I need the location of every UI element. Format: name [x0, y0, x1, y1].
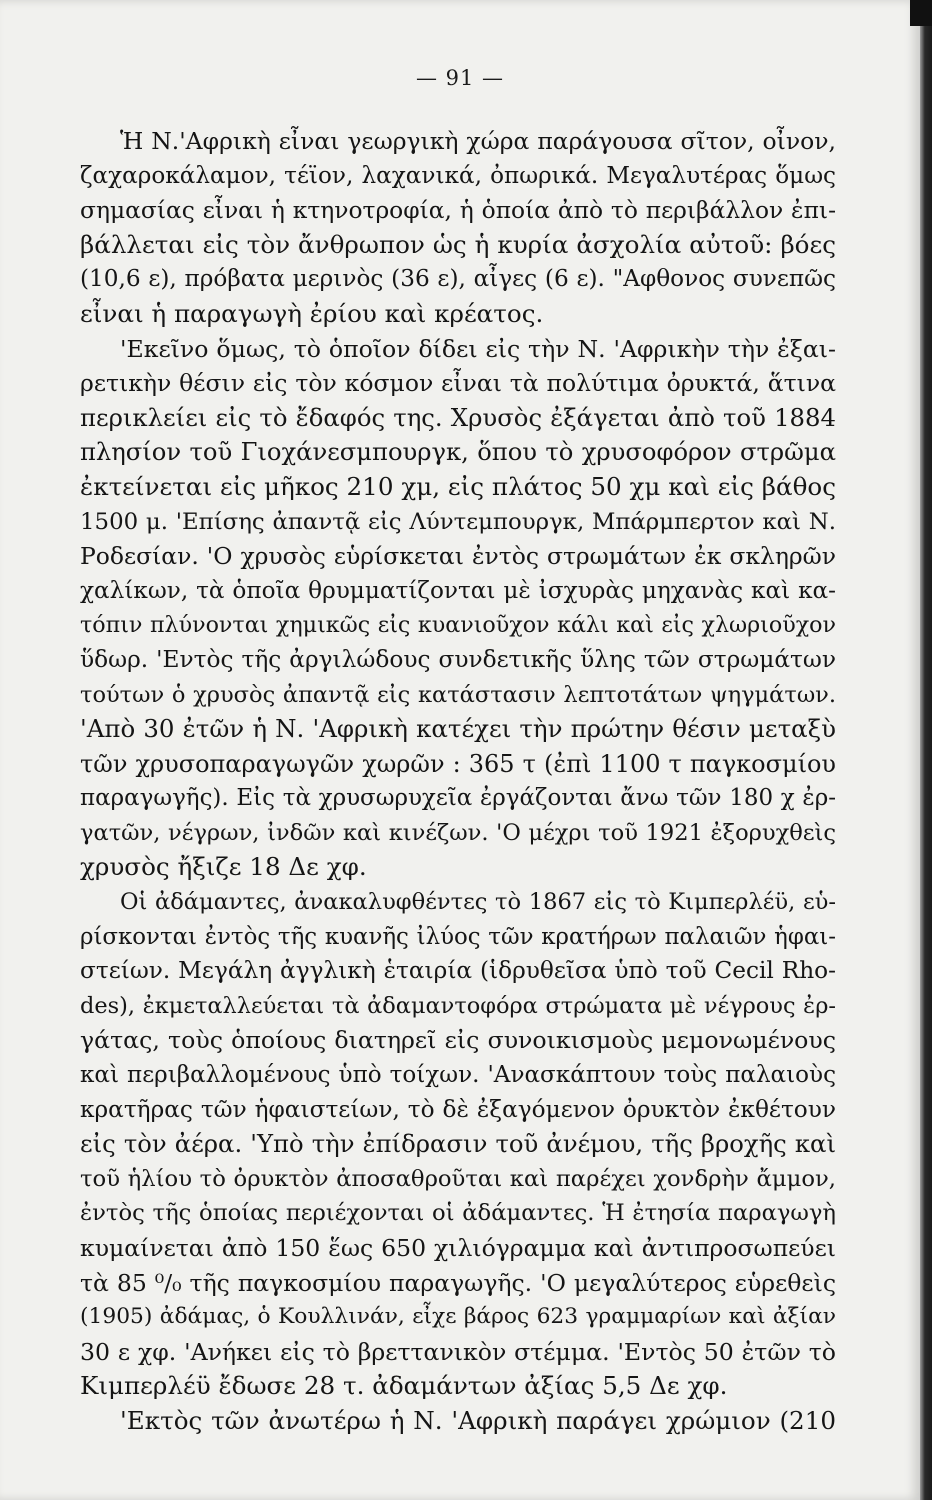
text-line: ρετικὴν θέσιν εἰς τὸν κόσμον εἶναι τὰ πολύτιμα ὀρυκτά, ἅτινα: [80, 369, 836, 398]
text-line: γάτας, τοὺς ὁποίους διατηρεῖ εἰς συνοικισμοὺς μεμονωμένους: [80, 1026, 836, 1055]
text-line: 'Εκεῖνο ὅμως, τὸ ὁποῖον δίδει εἰς τὴν Ν. 'Αφρικὴν τὴν ἐξαι-: [120, 334, 836, 363]
text-line: εἰς τὸν ἀέρα. 'Υπὸ τὴν ἐπίδρασιν τοῦ ἀνέμου, τῆς βροχῆς καὶ: [80, 1129, 836, 1159]
text-line: στείων. Μεγάλη ἀγγλικὴ ἑταιρία (ἱδρυθεῖσα ὑπὸ τοῦ Cecil Rho-: [80, 957, 836, 985]
text-line: (1905) ἀδάμας, ὁ Κουλλινάν, εἶχε βάρος 623 γραμμαρίων καὶ ἀξίαν: [80, 1304, 836, 1330]
text-line: κυμαίνεται ἀπὸ 150 ἕως 650 χιλιόγραμμα καὶ ἀντιπροσωπεύει: [80, 1234, 836, 1262]
text-line: σημασίας εἶναι ἡ κτηνοτροφία, ἡ ὁποία ἀπὸ τὸ περιβάλλον ἐπι-: [80, 196, 836, 225]
text-line: ζαχαροκάλαμον, τέϊον, λαχανικά, ὀπωρικά. Μεγαλυτέρας ὅμως: [80, 162, 836, 189]
text-line: περικλείει εἰς τὸ ἔδαφός της. Χρυσὸς ἐξάγεται ἀπὸ τοῦ 1884: [80, 402, 836, 432]
text-line: τὰ 85 ⁰/₀ τῆς παγκοσμίου παραγωγῆς. 'Ο μεγαλύτερος εὑρεθεὶς: [80, 1268, 836, 1297]
text-line: Κιμπερλέϋ ἔδωσε 28 τ. ἀδαμάντων ἀξίας 5,5 Δε χφ.: [80, 1371, 728, 1401]
text-line: 'Απὸ 30 ἐτῶν ἡ Ν. 'Αφρικὴ κατέχει τὴν πρώτην θέσιν μεταξὺ: [80, 714, 836, 744]
page-edge-shadow: [920, 0, 932, 1500]
text-line: πλησίον τοῦ Γιοχάνεσμπουργκ, ὅπου τὸ χρυσοφόρον στρῶμα: [80, 438, 836, 467]
corner-mark: [910, 0, 932, 26]
text-line: κρατῆρας τῶν ἡφαιστείων, τὸ δὲ ἐξαγόμενον ὀρυκτὸν ἐκθέτουν: [80, 1095, 836, 1123]
text-line: τόπιν πλύνονται χημικῶς εἰς κυανιοῦχον κάλι καὶ εἰς χλωριοῦχον: [80, 612, 836, 639]
text-line: ὕδωρ. 'Εντὸς τῆς ἀργιλώδους συνδετικῆς ὕλης τῶν στρωμάτων: [80, 645, 836, 673]
text-line: καὶ περιβαλλομένους ὑπὸ τοίχων. 'Ανασκάπτουν τοὺς παλαιοὺς: [80, 1062, 836, 1089]
text-line: τούτων ὁ χρυσὸς ἀπαντᾷ εἰς κατάστασιν λεπτοτάτων ψηγμάτων.: [80, 681, 836, 708]
text-line: παραγωγῆς). Εἰς τὰ χρυσωρυχεῖα ἐργάζονται ἄνω τῶν 180 χ ἐρ-: [80, 785, 836, 812]
body-text: [80, 124, 836, 1439]
text-line: εἶναι ἡ παραγωγὴ ἐρίου καὶ κρέατος.: [80, 298, 544, 328]
text-line: Ἡ Ν.'Αφρικὴ εἶναι γεωργικὴ χώρα παράγουσα σῖτον, οἶνον,: [120, 127, 836, 155]
text-line: (10,6 ε), πρόβατα μερινὸς (36 ε), αἶγες (6 ε). "Αφθονος συνεπῶς: [80, 265, 836, 293]
text-line: ἐκτείνεται εἰς μῆκος 210 χμ, εἰς πλάτος 50 χμ καὶ εἰς βάθος: [80, 471, 836, 501]
text-line: 30 ε χφ. 'Ανήκει εἰς τὸ βρεττανικὸν στέμμα. 'Εντὸς 50 ἐτῶν τὸ: [80, 1337, 836, 1366]
text-line: χαλίκων, τὰ ὁποῖα θρυμματίζονται μὲ ἰσχυρὰς μηχανὰς καὶ κα-: [80, 576, 836, 604]
text-line: γατῶν, νέγρων, ἰνδῶν καὶ κινέζων. 'Ο μέχρι τοῦ 1921 ἐξορυχθεὶς: [80, 819, 836, 846]
text-line: ἐντὸς τῆς ὁποίας περιέχονται οἱ ἀδάμαντες. Ἡ ἐτησία παραγωγὴ: [80, 1200, 836, 1227]
text-line: χρυσὸς ἤξιζε 18 Δε χφ.: [80, 852, 367, 882]
text-line: 'Εκτὸς τῶν ἀνωτέρω ἡ Ν. 'Αφρικὴ παράγει χρώμιον (210: [120, 1405, 836, 1435]
text-line: 1500 μ. 'Επίσης ἀπαντᾷ εἰς Λύντεμπουργκ, Μπάρμπερτον καὶ Ν.: [80, 508, 836, 535]
text-line: Οἱ ἀδάμαντες, ἀνακαλυφθέντες τὸ 1867 εἰς τὸ Κιμπερλέϋ, εὑ-: [120, 889, 836, 916]
text-line: τῶν χρυσοπαραγωγῶν χωρῶν : 365 τ (ἐπὶ 1100 τ παγκοσμίου: [80, 749, 836, 778]
text-line: des), ἐκμεταλλεύεται τὰ ἀδαμαντοφόρα στρώματα μὲ νέγρους ἐρ-: [80, 992, 836, 1019]
page-number: — 91 —: [415, 66, 505, 90]
text-line: τοῦ ἡλίου τὸ ὀρυκτὸν ἀποσαθροῦται καὶ παρέχει χονδρὴν ἄμμον,: [80, 1165, 836, 1192]
text-line: βάλλεται εἰς τὸν ἄνθρωπον ὡς ἡ κυρία ἀσχολία αὐτοῦ: βόες: [80, 229, 836, 259]
text-line: ρίσκονται ἐντὸς τῆς κυανῆς ἰλύος τῶν κρατήρων παλαιῶν ἡφαι-: [80, 923, 836, 950]
text-line: Ροδεσίαν. 'Ο χρυσὸς εὑρίσκεται ἐντὸς στρωμάτων ἐκ σκληρῶν: [80, 542, 836, 571]
